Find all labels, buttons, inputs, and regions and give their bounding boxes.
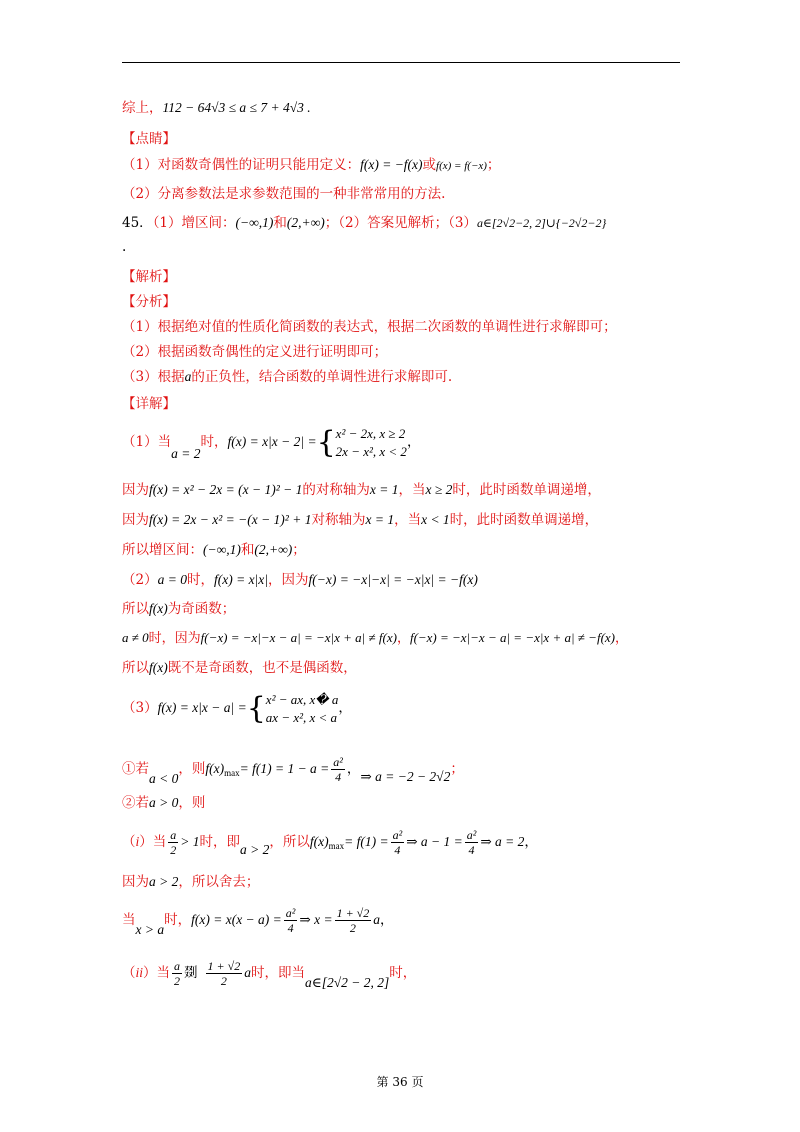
section-xiangjie: 【详解】: [122, 396, 176, 412]
question-45-answer: 45．（1）增区间：(−∞,1)和(2,+∞)；（2）答案见解析；（3）a∈[2√2−2, 2]∪{−2√2−2}: [122, 215, 607, 231]
reject-line: 因为a > 2，所以舍去；: [122, 874, 260, 890]
subcase-ii: （ii）当 $\frac{a}{2}$ 剟 $\frac{1 + √2}{2}$ a时，即当a∈[2√2 − 2, 2]时，: [122, 959, 417, 990]
header-rule: [122, 62, 680, 63]
subcase-i: （i）当 $\frac{a}{2}$ > 1时，即a > 2，所以$f(x)_{max}= f(1)$ = $\frac{\text{a²}}{4}$ ⇒ a − 1 = $\frac{\text{a²}}{4}$ ⇒ a = 2，: [122, 828, 538, 857]
section-jiexi: 【解析】: [122, 269, 176, 285]
case-a-negative: ①若a < 0，则$f(x)_{max}= f(1) = 1 - a$ = $\frac{\text{a²}}{4}$ ，⇒ a = −2 − 2√2；: [122, 755, 464, 786]
detail-2-line-3: a ≠ 0时，因为f(−x) = −x|−x − a| = −x|x + a| ≠ f(x)，f(−x) = −x|−x − a| = −x|x + a| ≠ −f(x)，: [122, 630, 629, 646]
section-dianjing: 【点睛】: [122, 131, 176, 147]
analysis-2: （2）根据函数奇偶性的定义进行证明即可；: [122, 344, 388, 360]
detail-2-line-2: 所以f(x)为奇函数；: [122, 601, 236, 617]
dianjing-point-2: （2）分离参数法是求参数范围的一种非常常用的方法.: [122, 186, 446, 202]
page-number: 第 36 页: [376, 1075, 424, 1089]
detail-1-step-1: 因为f(x) = x² − 2x = (x − 1)² − 1的对称轴为x = 1，当x ≥ 2时，此时函数单调递增，: [122, 482, 601, 498]
detail-2-line-4: 所以f(x)既不是奇函数，也不是偶函数，: [122, 660, 357, 676]
analysis-1: （1）根据绝对值的性质化简函数的表达式，根据二次函数的单调性进行求解即可；: [122, 319, 617, 335]
dianjing-point-1: （1）对函数奇偶性的证明只能用定义：f(x) = −f(x)或f(x) = f(−x)；: [122, 157, 501, 173]
detail-3-piecewise: （3）f(x) = x|x − a| ={ x² − ax, x� a ax − x², x < a ，: [122, 690, 352, 726]
section-fenxi: 【分析】: [122, 294, 176, 310]
answer-period: .: [122, 239, 127, 255]
detail-1-piecewise: （1）当a = 2时，f(x) = x|x − 2| ={ x² − 2x, x ≥ 2 2x − x², x < 2 ，: [122, 424, 421, 461]
case-a-positive: ②若a > 0，则: [122, 795, 206, 811]
detail-2-line-1: （2）a = 0时，f(x) = x|x|，因为f(−x) = −x|−x| = −x|x| = −f(x): [122, 572, 478, 588]
when-x-greater-a: 当x > a时，f(x) = x(x − a) = $\frac{\text{a²}}{4}$ ⇒ x = $\frac{1 + √2}{2}$ a，: [122, 906, 394, 937]
detail-1-step-2: 因为f(x) = 2x − x² = −(x − 1)² + 1对称轴为x = 1，当x < 1时，此时函数单调递增，: [122, 512, 599, 528]
conclusion-inequality: 112 − 64√3 ≤ a ≤ 7 + 4√3 .: [162, 100, 311, 115]
analysis-3: （3）根据a的正负性，结合函数的单调性进行求解即可.: [122, 369, 453, 385]
detail-1-conclusion: 所以增区间：(−∞,1)和(2,+∞)；: [122, 542, 306, 558]
conclusion-line: 综上，112 − 64√3 ≤ a ≤ 7 + 4√3 .: [122, 100, 311, 116]
